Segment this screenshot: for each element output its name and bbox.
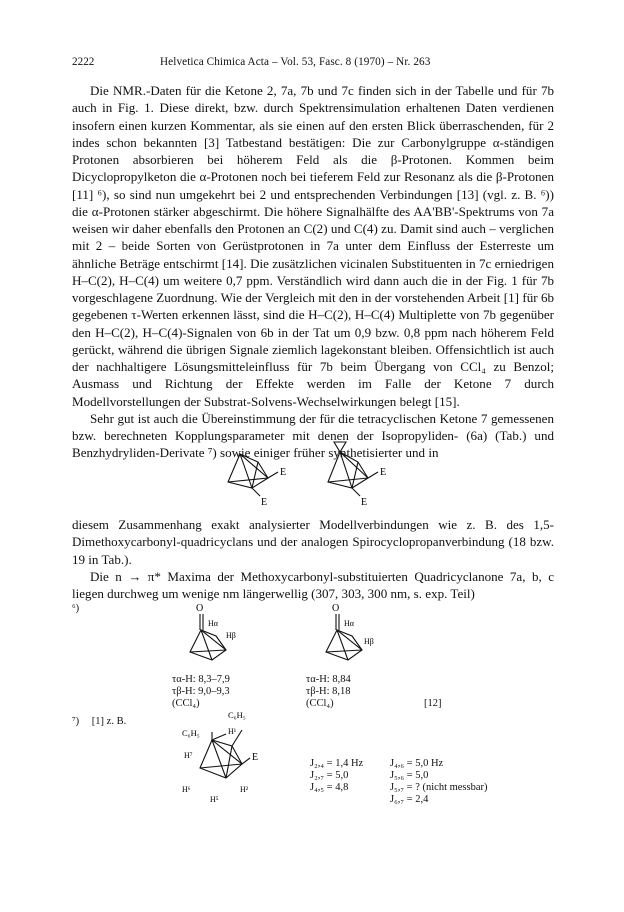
solvent: (CCl₄) xyxy=(306,698,334,709)
footnote-6-reference: [12] xyxy=(424,698,442,709)
paragraph: Die n → π* Maxima der Methoxycarbonyl-substituierten Quadricyclanone 7a, b, c liegen durchweg um wenige nm längerwellig (307, 303, 300 nm, s. exp. Teil) xyxy=(72,568,554,601)
coupling-value: J₂,₇ = 5,0 xyxy=(310,770,349,781)
paragraph: Sehr gut ist auch die Übereinstimmung der für die tetracyclischen Ketone 7 gemessenen bzw. berechneten Kopplungsparameter mit denen der Isopropyliden- (6a) (Tab.) und Benzhydryliden-Derivate ⁷) sowie einiger früher synthetisierter und in xyxy=(72,410,554,461)
h-label: H⁵ xyxy=(210,795,219,804)
carbonyl-o: O xyxy=(196,603,204,614)
h-beta: Hβ xyxy=(364,637,374,646)
main-text xyxy=(72,82,554,462)
structure-figure xyxy=(72,438,554,510)
paragraph: Die NMR.-Daten für die Ketone 2, 7a, 7b und 7c finden sich in der Tabelle und für 7b auch in Fig. 1. Diese direkt, bzw. durch Spektrensimulation erhaltenen Daten verdienen insofern einen kurzen Kommentar, als sie einen auf den ersten Blick überraschenden, für 2 indes schon bekannten [3] Tatbestand bestätigen: Die zur Carbonylgruppe α-ständigen Protonen absorbieren bei höherem Feld als die β-Protonen. Kommen beim Dicyclopropylketon die α-Protonen noch bei tieferem Feld zur Resonanz als die β-Protonen [11] ⁶), so sind nun umgekehrt bei 2 und entsprechenden Verbindungen [13] (vgl. z. B. ⁶)) die α-Protonen stärker abgeschirmt. Die höhere Signalhälfte des AA'BB'-Spektrums von 7a weisen wir daher ebenfalls den Protonen an C(2) und C(4) zu. Damit sind auch – verglichen mit 2 – beide Sorten von Gerüstprotonen in 7a unter dem Einfluss der Esterreste um ähnliche Beträge entschirmt [14]. Die zusätzlichen vicinalen Substituenten in 7c erniedrigen H–C(2), H–C(4) um weitere 0,7 ppm. Verständlich wird dann auch die in der Fig. 1 für 7b vorgeschlagene Zuordnung. Wie der Vergleich mit den in der vorstehenden Arbeit [1] für 6b gegebenen τ-Werten erkennen lässt, sind die H–C(2), H–C(4) Multiplette von 7b gegenüber den H–C(2), H–C(4)-Signalen von 6b in der Tat um 0,9 bzw. 0,8 ppm nach höherem Feld gerückt, während die übrigen Signale ziemlich lagekonstant bleiben. Offensichtlich ist auch der nachhaltigere Lösungsmitteleinfluss für 7b beim Übergang von CCl₄ zu Benzol; Ausmass und Richtung der Effekte werden im Falle der Ketone 7 durch Modellvorstellungen der Substrat-Solvens-Wechselwirkungen belegt [15]. xyxy=(72,83,554,409)
tau-alpha: τα-H: 8,3–7,9 xyxy=(172,674,230,685)
running-title: Helvetica Chimica Acta – Vol. 53, Fasc. 8 (1970) – Nr. 263 xyxy=(160,56,431,68)
h-label: H² xyxy=(240,785,249,794)
coupling-value: J₅,₆ = 5,0 xyxy=(390,770,429,781)
h-beta: Hβ xyxy=(226,631,236,640)
h-label: H¹ xyxy=(228,727,237,736)
coupling-constants-right xyxy=(390,758,488,806)
coupling-value: J₆,₇ = 2,4 xyxy=(390,794,429,805)
coupling-value: J₅,₇ = ? (nicht messbar) xyxy=(390,782,488,793)
phenyl-label: C₆H₅ xyxy=(182,728,200,738)
h-label: H⁷ xyxy=(184,751,193,760)
footnote-reference: [1] z. B. xyxy=(91,716,127,727)
footnote-6-right-values xyxy=(306,674,351,710)
spiro-quadricyclane-right xyxy=(328,442,378,496)
quadricyclane-left xyxy=(228,454,278,496)
benzhydrylidene-structure xyxy=(176,706,286,806)
footnote-6-structures xyxy=(160,600,420,680)
coupling-value: J₂,₄ = 1,4 Hz xyxy=(310,758,364,769)
footnote-7-marker xyxy=(72,716,126,728)
tau-beta: τβ-H: 9,0–9,3 xyxy=(172,686,230,697)
ester-label: E xyxy=(280,467,287,478)
page-number: 2222 xyxy=(72,56,95,68)
ester-label: E xyxy=(252,752,259,763)
ester-label: E xyxy=(261,497,268,508)
quadricyclane-core xyxy=(200,730,250,778)
coupling-value: J₄,₆ = 5,0 Hz xyxy=(390,758,444,769)
carbonyl-o: O xyxy=(332,603,340,614)
quadricyclane-structures xyxy=(72,438,554,510)
footnote-marker: ⁷) xyxy=(72,716,80,727)
ester-label: E xyxy=(380,467,387,478)
paragraph: diesem Zusammenhang exakt analysierter Modellverbindungen wie z. B. des 1,5-Dimethoxycarbonyl-quadricyclans und der analogen Spirocyclopropanverbindung (18 bzw. 19 in Tab.). xyxy=(72,517,554,567)
ester-label: E xyxy=(361,497,368,508)
h-alpha: Hα xyxy=(208,619,218,628)
solvent: (CCl₄) xyxy=(172,698,200,709)
phenyl-label: C₆H₅ xyxy=(228,710,246,720)
tau-alpha: τα-H: 8,84 xyxy=(306,674,351,685)
coupling-constants-left xyxy=(310,758,363,794)
h-label: H⁶ xyxy=(182,785,191,794)
footnote-6-marker: ⁶) xyxy=(72,603,80,614)
coupling-value: J₄,₅ = 4,8 xyxy=(310,782,349,793)
h-alpha: Hα xyxy=(344,619,354,628)
running-header xyxy=(72,56,552,70)
footnote-6-left-values xyxy=(172,674,230,710)
tau-beta: τβ-H: 8,18 xyxy=(306,686,351,697)
main-text-continued xyxy=(72,516,554,602)
